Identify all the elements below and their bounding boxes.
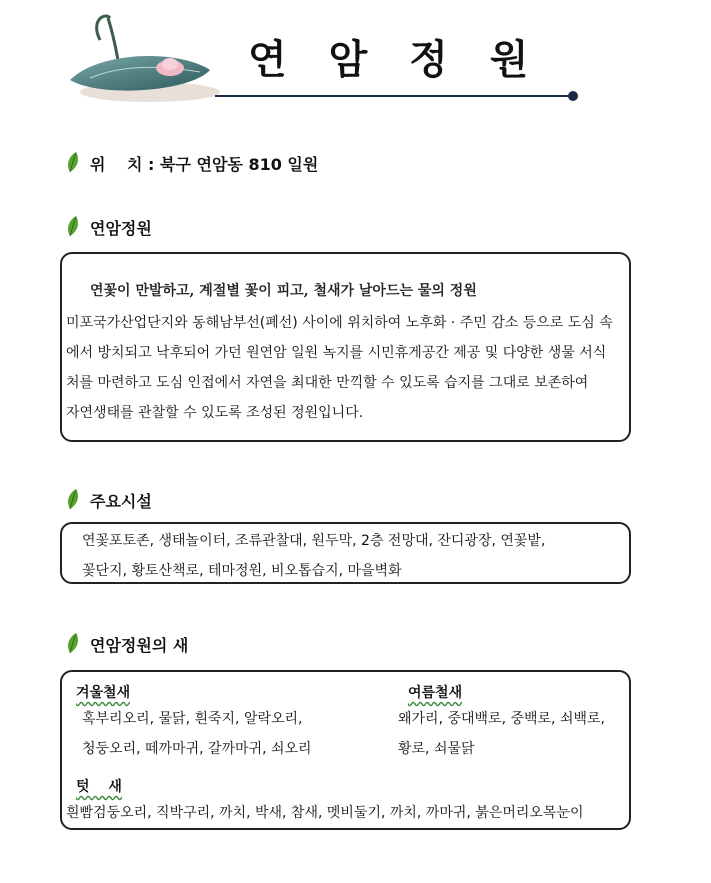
title-underline bbox=[215, 95, 575, 97]
resident-birds-list bbox=[66, 798, 584, 828]
summer-birds-line: 황로, 쇠물닭 bbox=[398, 741, 475, 757]
leaf-bullet-icon bbox=[66, 488, 80, 510]
winter-birds-list bbox=[82, 704, 312, 764]
intro-line: 에서 방치되고 낙후되어 가던 원연암 일원 녹지를 시민휴게공간 제공 및 다양한 생물 서식 bbox=[66, 345, 607, 361]
intro-box bbox=[60, 252, 631, 442]
intro-paragraph bbox=[66, 308, 628, 428]
leaf-bullet-icon bbox=[66, 215, 80, 237]
facilities-list bbox=[82, 526, 545, 586]
summer-birds-label: 여름철새 bbox=[408, 685, 463, 701]
winter-birds-line: 청둥오리, 떼까마귀, 갈까마귀, 쇠오리 bbox=[82, 741, 312, 757]
page-title: 연 암 정 원 bbox=[248, 37, 543, 83]
intro-heading: 연암정원 bbox=[90, 219, 152, 238]
intro-line: 미포국가산업단지와 동해남부선(폐선) 사이에 위치하여 노후화 · 주민 감소 등으로 도심 속 bbox=[66, 315, 613, 331]
birds-box bbox=[60, 670, 631, 830]
facilities-box bbox=[60, 522, 631, 584]
intro-line: 자연생태를 관찰할 수 있도록 조성된 정원입니다. bbox=[66, 405, 364, 421]
facilities-heading: 주요시설 bbox=[90, 492, 152, 511]
leaf-bullet-icon bbox=[66, 632, 80, 654]
facilities-line: 연꽃포토존, 생태놀이터, 조류관찰대, 원두막, 2층 전망대, 잔디광장, 연꽃밭, bbox=[82, 533, 546, 549]
facilities-line: 꽃단지, 황토산책로, 테마정원, 비오톱습지, 마을벽화 bbox=[82, 563, 402, 579]
resident-birds-line: 흰빰검둥오리, 직박구리, 까치, 박새, 참새, 멧비둘기, 까치, 까마귀, 붉은머리오목눈이 bbox=[66, 805, 584, 821]
birds-heading: 연암정원의 새 bbox=[90, 636, 189, 655]
intro-slogan: 연꽃이 만발하고, 계절별 꽃이 피고, 철새가 날아드는 물의 정원 bbox=[90, 283, 477, 299]
lotus-leaf-illustration bbox=[60, 10, 220, 105]
leaf-bullet-icon bbox=[66, 151, 80, 173]
summer-birds-line: 왜가리, 중대백로, 중백로, 쇠백로, bbox=[398, 711, 605, 727]
location-value: 북구 연암동 810 일원 bbox=[160, 155, 319, 174]
winter-birds-line: 혹부리오리, 물닭, 흰죽지, 알락오리, bbox=[82, 711, 303, 727]
winter-birds-label: 겨울철새 bbox=[76, 685, 131, 701]
title-underline-dot bbox=[568, 91, 578, 101]
resident-birds-label: 텃 새 bbox=[76, 779, 122, 795]
summer-birds-list bbox=[398, 704, 605, 764]
intro-line: 처를 마련하고 도심 인접에서 자연을 최대한 만끽할 수 있도록 습지를 그대로 보존하여 bbox=[66, 375, 589, 391]
location-label: 위 치 : bbox=[90, 155, 161, 174]
location-row bbox=[90, 152, 318, 175]
